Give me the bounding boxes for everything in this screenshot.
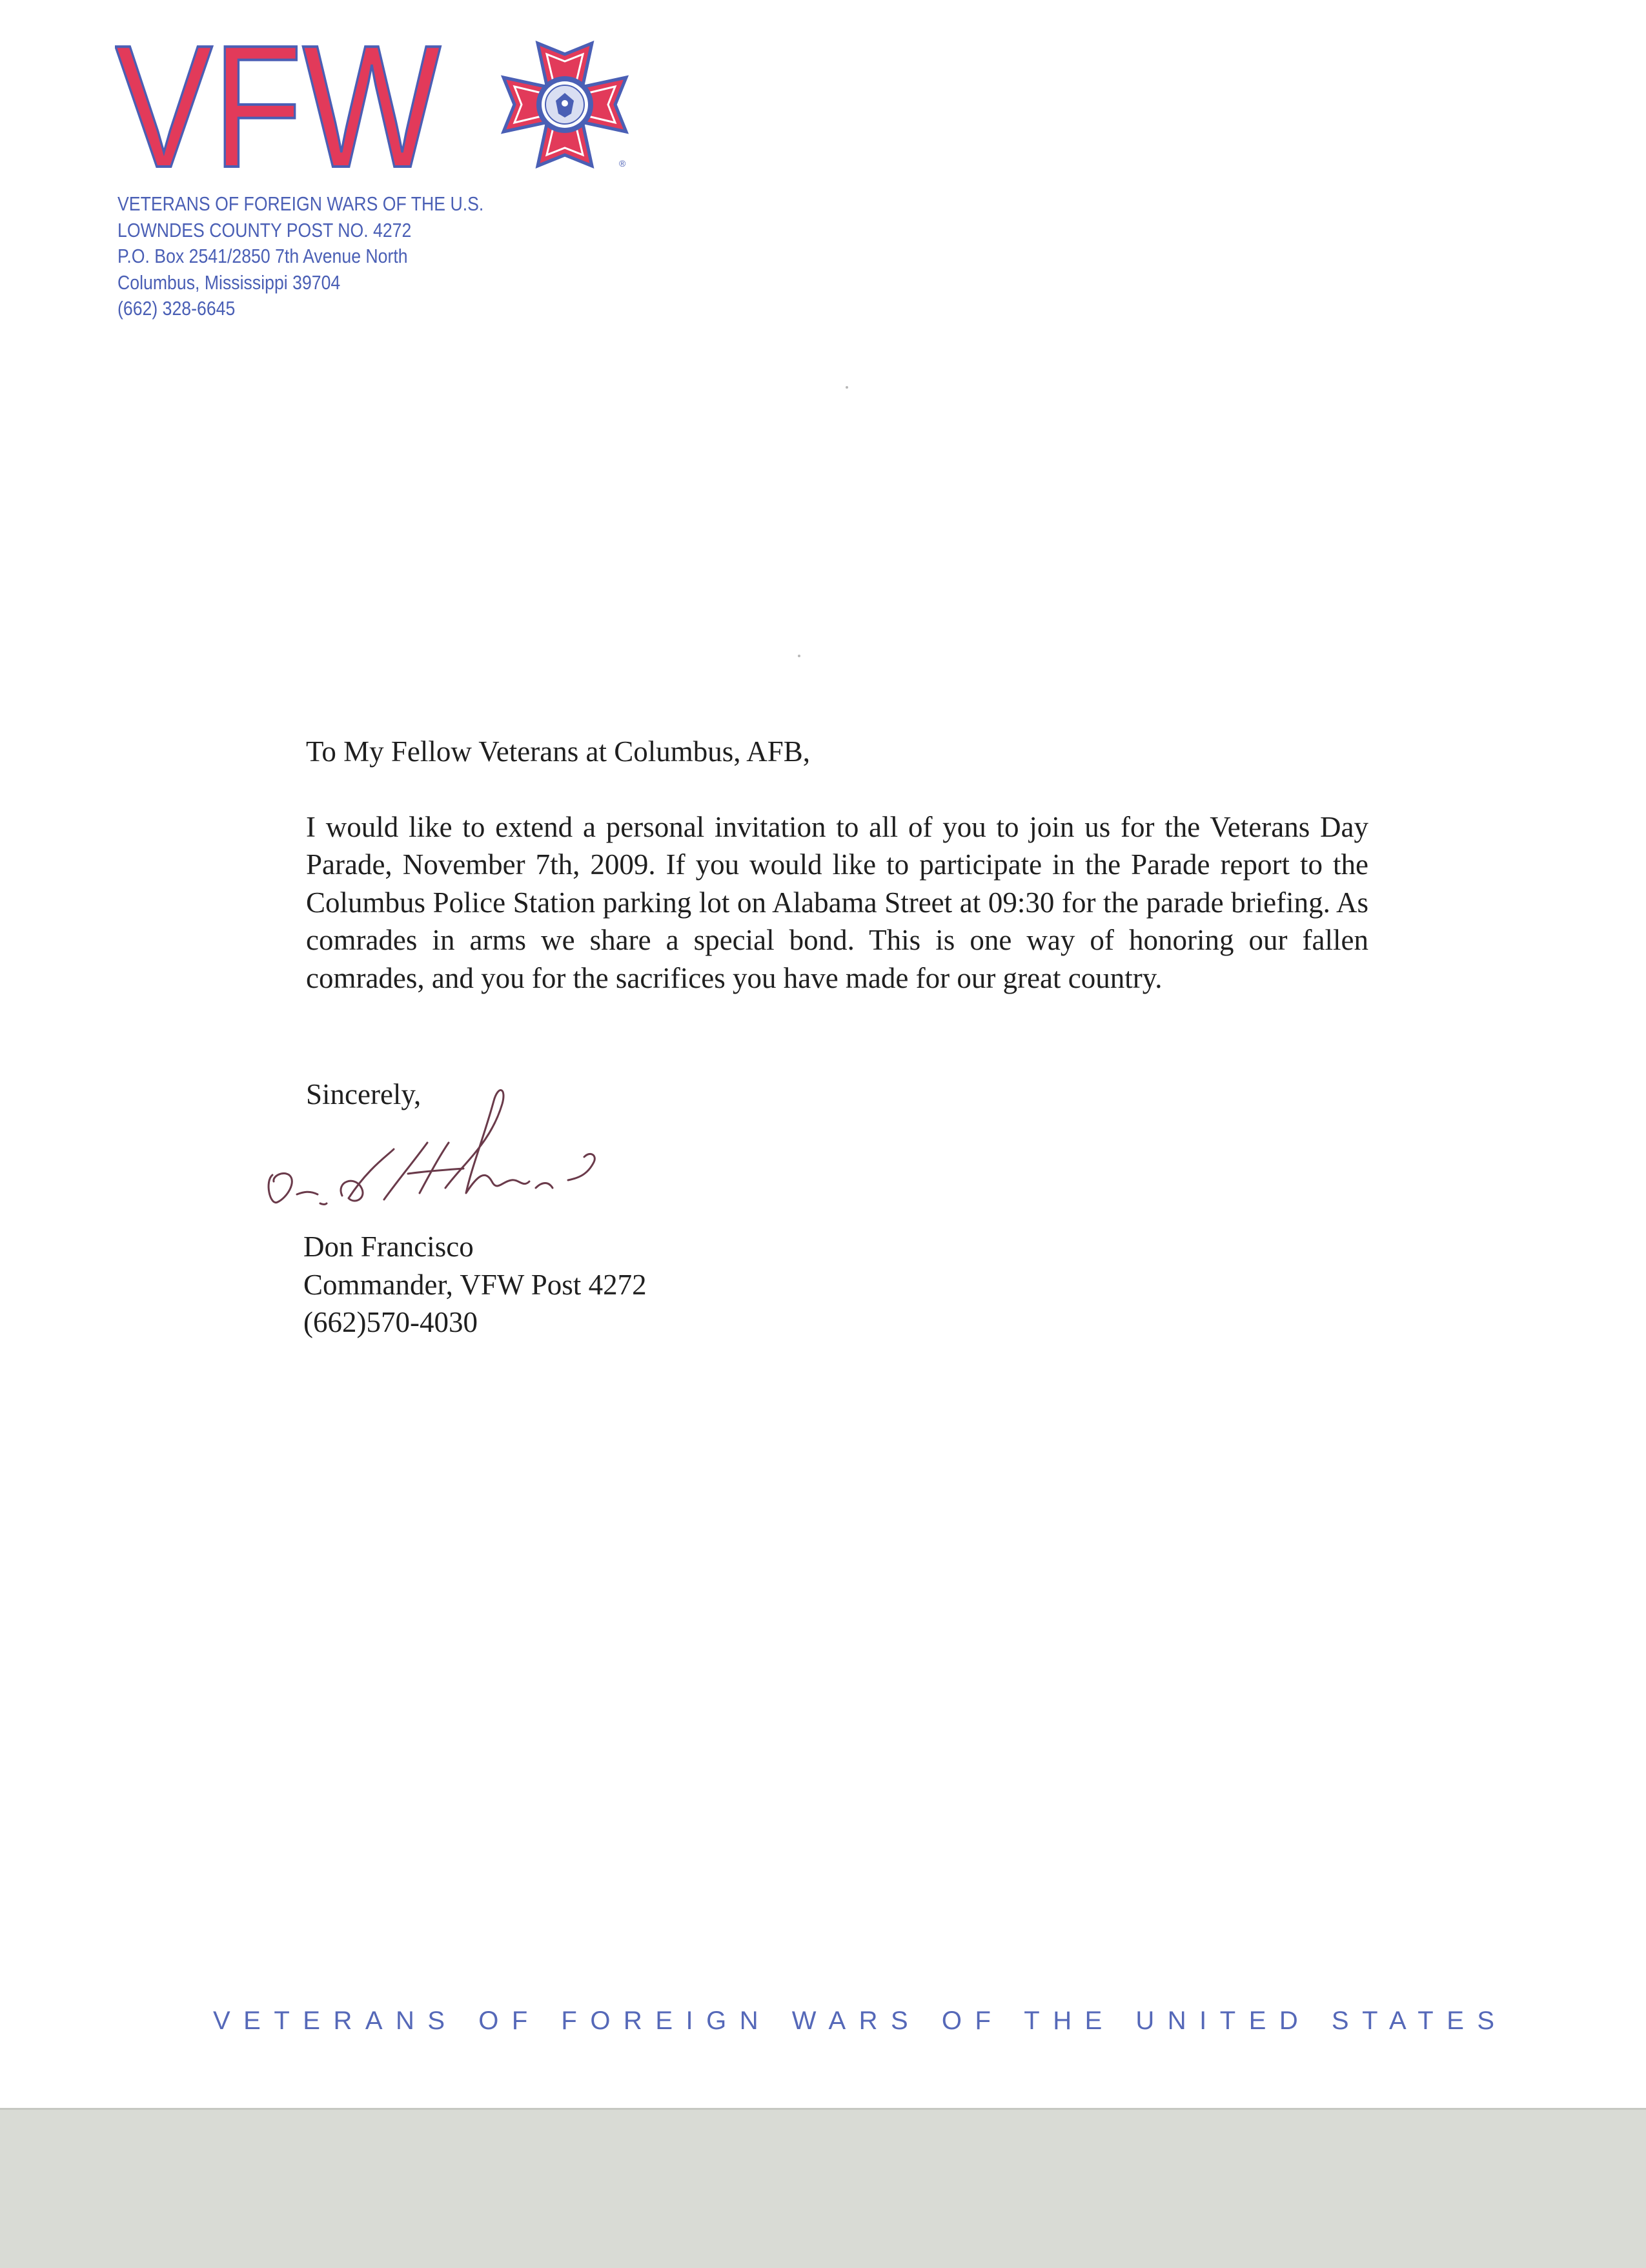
organization-address-block [117, 191, 483, 322]
signer-title: Commander, VFW Post 4272 [303, 1268, 647, 1301]
signer-phone: (662)570-4030 [303, 1306, 478, 1338]
vfw-logo-text: VFW [115, 31, 443, 179]
scan-speck [846, 386, 848, 389]
scan-speck [798, 655, 800, 657]
svg-text:®: ® [619, 158, 626, 169]
vfw-logo [115, 31, 451, 179]
vfw-cross-emblem-icon [500, 40, 629, 169]
letter-body [306, 733, 1368, 997]
body-paragraph: I would like to extend a personal invitation to all of you to join us for the Veterans Day Parade, November 7th, 2009. If you would like to participate in the Parade report to the Columbus Police Station parking lot on Alabama Street at 09:30 for the parade briefing. As comrades in arms we share a special bond. This is one way of honoring our fallen comrades, and you for the sacrifices you have made for our great country. [306, 810, 1368, 994]
handwritten-signature [258, 1085, 710, 1233]
org-line-post: LOWNDES COUNTY POST NO. 4272 [117, 218, 412, 241]
org-line-name: VETERANS OF FOREIGN WARS OF THE U.S. [117, 192, 484, 215]
org-line-city: Columbus, Mississippi 39704 [117, 271, 341, 294]
footer-org-name: VETERANS OF FOREIGN WARS OF THE UNITED STATES [213, 2007, 1508, 2035]
signature-block [303, 1228, 647, 1342]
org-line-phone: (662) 328-6645 [117, 297, 236, 320]
signer-name: Don Francisco [303, 1231, 474, 1263]
scanner-background-strip [0, 2108, 1646, 2268]
salutation: To My Fellow Veterans at Columbus, AFB, [306, 735, 811, 768]
org-line-street: P.O. Box 2541/2850 7th Avenue North [117, 245, 408, 267]
closing: Sincerely, [306, 1078, 422, 1110]
